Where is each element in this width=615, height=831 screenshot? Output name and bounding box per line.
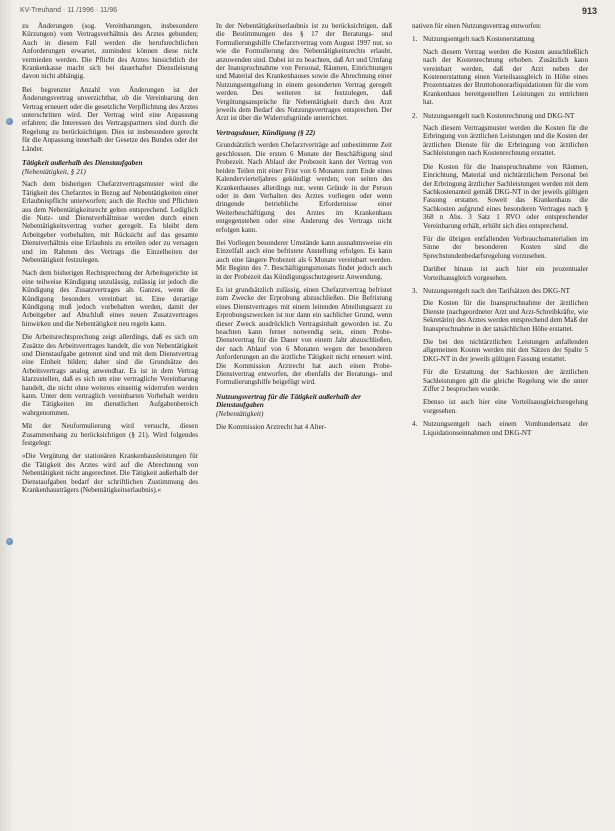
paragraph: Nach dem bisherigen Rechtsprechung der Arbeitsgerichte ist eine teilweise Kündigung unzulässig, zulässig ist jedoch die Kündigung des Zusatzvertrages als Ganzes, wenn die Kündigung besonders vereinbart ist. Eine derartige Kündigung muß jedoch vorbehalten werden, damit der Arbeitgeber auf Abschluß eines neuen Zusatzvertrages hinwirken und die Nebentätigkeit neu regeln kann.	[22, 269, 198, 328]
text-column-left	[22, 22, 198, 822]
paragraph: Bei begrenzter Anzahl von Änderungen ist der Änderungsvertrag unverzichtbar, ob die Vereinbarung den Vertrag erneuert oder die gesetzliche Verpflichtung des Arztes unterschritten wird. Der Vertrag wird eine Anpassung erfahren; die Interessen des Vertragspartners sind durch die Regelung zu berücksichtigen. Dies ist insbesondere gerecht für die Anpassung innerhalb der Gesetze des Bundes oder der Länder.	[22, 85, 198, 153]
paragraph: Es ist grundsätzlich zulässig, einen Chefarztvertrag befristet zum Zwecke der Erprobung abzuschließen. Die Befristung eines Dienstvertrages mit einem leitenden Abteilungsarzt zu Erprobungszwecken ist nur dann ein sachlicher Grund, wenn dieser Zweck ausdrücklich Vertragsinhalt geworden ist. Zu beachten kann ferner notwendig sein, einen Probe-Dienstvertrag für die Dauer von einem Jahr abzuschließen, der nach Ablauf von 6 Monaten wegen der besonderen Anforderungen an die ärztliche Tätigkeit nicht erneuert wird. Die Kommission Arztrecht hat auch einen Probe-Dienstvertrag entworfen, der ebenfalls der Beratungs- und Formulierungshilfe beigefügt wird.	[216, 285, 392, 387]
paragraph: zu Änderungen (sog. Vereinbarungen, insbesondere Kürzungen) vom Vertragsverhältnis des Arztes gebunden; Auch in diesem Fall werden die berufsrechtlichen Anforderungen erwartet, zumindest können diese nicht vermieden werden. Die Pflicht des Arztes hinsichtlich der Krankenkasse macht sich bei dauerhafter Dienstleistung davon nicht abhängig.	[22, 22, 198, 81]
journal-reference: KV-Treuhand · 11 /1996 · 11/96	[20, 7, 118, 14]
paragraph: Für die übrigen entfallenden Verbrauchsmaterialien im Sinne der besonderen Kosten sind die Sprechstundenbedarfsregelung vorzusehen.	[423, 234, 588, 260]
paragraph: Ebenso ist auch hier eine Vorteilsausgleichsregelung vorgesehen.	[423, 398, 588, 415]
list-item-title: Nutzungsentgelt nach Kostenrechnung und DKG-NT	[423, 111, 575, 120]
paragraph: Bei Vorliegen besonderer Umstände kann ausnahmsweise ein Einzelfall auch eine befristete Anstellung erfolgen. Es kann auch eine längere Probezeit als 6 Monate vereinbart werden. Mit Beginn des 7. Beschäftigungsmonats findet jedoch auch in der Probezeit das Kündigungsschutzgesetz Anwendung.	[216, 238, 392, 281]
paragraph: Die Kosten für die Inanspruchnahme der ärztlichen Dienste (nachgeordneter Arzt und Arzt-Schreibkräfte, wie Sekretärin) des Arztes werden entsprechend dem Maß der Inanspruchnahme in der tatsächlichen Höhe erstattet.	[423, 299, 588, 333]
paragraph: Darüber hinaus ist auch hier ein prozentualer Vorteilsausgleich vorgesehen.	[423, 265, 588, 282]
list-item	[412, 287, 588, 295]
paragraph: Die Kommission Arztrecht hat 4 Alter-	[216, 422, 327, 431]
section-heading-title: Tätigkeit außerhalb des Dienstaufgaben	[22, 158, 143, 168]
list-item	[412, 420, 588, 437]
list-item-title: Nutzungsentgelt nach Kostenerstattung	[423, 35, 535, 44]
section-heading-title: Nutzungsvertrag für die Tätigkeit außerhalb der Dienstaufgaben	[216, 391, 361, 410]
list-item-number: 2.	[412, 111, 418, 120]
list-item	[412, 112, 588, 120]
paragraph: Die Kosten für die Inanspruchnahme von Räumen, Einrichtung, Material und nichtärztlichem Personal bei der Erbringung ärztlicher Sachleistungen werden mit dem Sachkostenanteil gemäß DKG-NT in der jeweils gültigen Fassung erstattet. Soweit das Krankenhaus die Sachkosten aufgrund eines besonderen Vertrages nach § 368 n Abs. 3 Satz 1 RVO oder entsprechender Vereinbarung erhält, erhöht sich dies entsprechend.	[423, 162, 588, 230]
list-item-number: 1.	[412, 35, 418, 44]
text-column-right	[412, 22, 588, 822]
punch-hole-marker	[6, 538, 13, 545]
paragraph: nativen für einen Nutzungsvertrag entworfen:	[412, 22, 542, 30]
paragraph: Für die Erstattung der Sachkosten der ärztlichen Sachleistungen gilt die gleiche Regelung wie die unter Ziffer 2 besprochen wurde.	[423, 368, 588, 394]
section-heading	[22, 159, 198, 176]
page-number: 913	[581, 6, 597, 16]
list-item	[412, 35, 588, 43]
list-item-number: 3.	[412, 286, 418, 295]
paragraph: Die Arbeitsrechtsprechung zeigt allerdings, daß es sich um Zusätze des Arbeitsvertrages handelt, die von Nebentätigkeit und Dienstaufgabe getrennt sind und mit dem Dienstvertrag eine Einheit bilden; daher sind die Grundsätze des Arbeitsvertrags analog anwendbar. Es ist in dem Vertrag klarzustellen, daß es sich um eine vertragliche Vereinbarung handelt, die nicht ohne weiteres einseitig widerrufen werden kann. Unter dem vertraglich vereinbarten Vorbehalt werden die Tätigkeiten im dienstlichen Aufgabenbereich wahrgenommen.	[22, 333, 198, 417]
quoted-clause: »Die Vergütung der stationären Krankenhausleistungen für die Tätigkeit des Arztes wird auf die Abrechnung von Nebentätigkeit nicht angerechnet. Die Tätigkeit außerhalb der Dienstaufgaben bedarf der schriftlichen Zustimmung des Krankenhausträgers (Nebentätigkeitserlaubnis).«	[22, 452, 198, 495]
paragraph: In der Nebentätigkeitserlaubnis ist zu berücksichtigen, daß die Bestimmungen des § 17 der Beratungs- und Formulierungshilfe Chefarztvertrag vom August 1997 nur, so wie die Formulierung des Nebentätigkeitsrechts erlaubt, anzuwenden sind. Dabei ist zu beachten, daß Art und Umfang der Inanspruchnahme von Personal, Räumen, Einrichtungen und Material des Krankenhauses sowie die Abrechnung einer Nutzungsentgeltung in einem gesonderten Vertrag geregelt werden. Des weiteren ist festzulegen, daß Vergütungsansprüche für Nebentätigkeit durch den Arzt jeweils dem Bedarf des Nutzungsvertrages entsprechen. Der Arzt ist über die Widerrufsgründe unterrichtet.	[216, 22, 392, 123]
paragraph: Mit der Neuformulierung wird versucht, diesen Zusammenhang zu berücksichtigen (§ 21). Wird folgendes festgelegt:	[22, 422, 198, 448]
list-item-title: Nutzungsentgelt nach einem Vomhundertsatz der Liquidationseinnahmen und DKG-NT	[423, 420, 588, 437]
punch-hole-marker	[6, 118, 13, 125]
section-heading	[216, 393, 392, 419]
list-item-title: Nutzungsentgelt nach den Tarifsätzen des DKG-NT	[423, 286, 570, 295]
page-header	[20, 6, 597, 18]
text-column-middle	[216, 22, 392, 822]
paragraph: Nach diesem Vertrag werden die Kosten ausschließlich nach der Kostenrechnung erhoben. Zusätzlich kann vereinbart werden, daß der Arzt neben der Kostenerstattung einen Vorteilsausgleich in Höhe eines Prozentsatzes der Bruttohonorarliquidationen für die vom Krankenhaus bereitgestellten Leistungen zu entrichten hat.	[423, 47, 588, 107]
section-heading: Vertragsdauer, Kündigung (§ 22)	[216, 127, 316, 137]
paragraph: Nach diesem Vertragsmuster werden die Kosten für die Erbringung von ärztlichen Leistungen und die Kosten der ärztlichen Dienste für die Erbringung von ärztlichen Sachleistungen nach Kostenrechnung erstattet.	[423, 124, 588, 158]
section-heading-subtitle: (Nebentätigkeit)	[216, 409, 264, 419]
paragraph: Nach dem bisherigen Chefarztvertragsmuster wird die Tätigkeit des Chefarztes in Bezug auf Nebentätigkeiten einer Erlaubnispflicht unterworfen; auch die Rechte und Pflichten aus dem Nebentätigkeitsrecht gelten entsprechend. Lediglich die Nutz- und Dienstverhältnisse werden durch einen Nebentätigkeitsvertrag vorher geregelt. Es bleibt dem Arbeitgeber vorbehalten, mit Rücksicht auf das gesamte Dienstverhältnis eine Erlaubnis zu erteilen oder zu versagen und im Rahmen des Vertrags die Einzelheiten der Nebentätigkeit festzulegen.	[22, 180, 198, 264]
paragraph: Die bei den nichtärztlichen Leistungen anfallenden allgemeinen Kosten werden mit den Sätzen der Spalte 5 DKG-NT in der jeweils gültigen Fassung erstattet.	[423, 338, 588, 363]
paragraph: Grundsätzlich werden Chefarztverträge auf unbestimmte Zeit geschlossen. Die ersten 6 Monate der Beschäftigung sind Probezeit. Nach Ablauf der Probezeit kann der Vertrag von beiden Teilen mit einer Frist von 6 Monaten zum Ende eines Kalendervierteljahres gekündigt werden; von seiten des Krankenhauses allerdings nur, wenn Gründe in der Person oder in dem Verhalten des Arztes vorliegen oder wenn dringende betriebliche Erfordernisse einer Weiterbeschäftigung des Arztes im Krankenhaus entgegenstehen oder eine Änderung des Vertrags nicht erfolgen kann.	[216, 141, 392, 234]
section-heading-subtitle: (Nebentätigkeit, § 21)	[22, 166, 86, 176]
list-item-number: 4.	[412, 420, 418, 429]
